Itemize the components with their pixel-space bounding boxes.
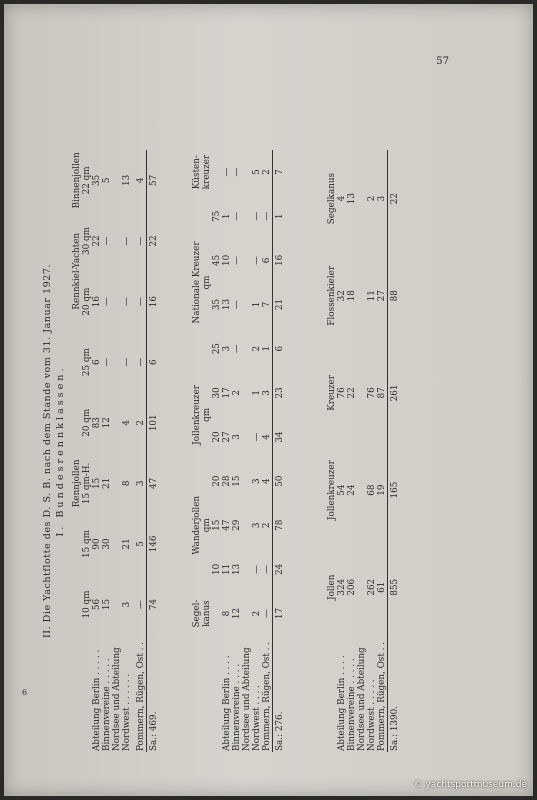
column-header: Jollenkreuzer bbox=[327, 460, 337, 520]
sum-row: Sa.: 1390. 855 165 261 88 22 bbox=[388, 150, 401, 752]
table-segelkanus-kreuzer: Segel- kanus Wanderjollen qm Jollenkreuzer qm Nationale Kreuzer qm Küsten- kreuzer 10 15 20 20 30 25 35 45 75 Abteilung Berlin . . . . 8 11 47 28 27 17 3 13 10 1 — Binnenvereine . . . . 12 13 29 15 3 2 — — — — — Nordsee und Abteilung Nordwest . . . . 2 — 3 3 — 1 2 1 — — 5 Pommern, Rügen, Ost . . — — 2 4 4 3 1 7 6 — 2 Sa.: 276. 17 24 78 50 34 23 6 21 16 1 7 bbox=[192, 150, 285, 752]
table-row: Pommern, Rügen, Ost . . 61 19 87 27 3 bbox=[377, 195, 387, 751]
column-header: Wanderjollen qm bbox=[192, 495, 212, 555]
column-header: Nationale Kreuzer qm bbox=[192, 241, 212, 324]
document-page bbox=[4, 4, 533, 796]
table-row: Binnenvereine . . . . 12 13 29 15 3 2 — — — — — bbox=[232, 167, 242, 751]
watermark-credit: © yachtsportmuseum.de bbox=[413, 780, 527, 790]
group-header: Rennjollen bbox=[72, 459, 82, 508]
document-title: II. Die Yachtflotte des D. S. B. nach dem Stande vom 31. Januar 1927. bbox=[42, 264, 53, 638]
group-header: Rennkiel-Yachten bbox=[72, 232, 82, 310]
table-row: Nordsee und Abteilung bbox=[242, 647, 252, 751]
column-header: 22 qm bbox=[82, 166, 92, 195]
sum-row: Sa.: 276. 17 24 78 50 34 23 6 21 16 1 7 bbox=[273, 150, 286, 752]
table-row: Binnenvereine . . . . . 206 24 22 18 13 bbox=[347, 193, 357, 751]
column-header: 15 qm-H. bbox=[82, 462, 92, 505]
column-header: 20 qm bbox=[82, 408, 92, 437]
column-header: 25 qm bbox=[82, 348, 92, 377]
column-header: Flossenkieler bbox=[327, 265, 337, 326]
document-subtitle: I. Bundesrennklassen. bbox=[55, 365, 66, 537]
table-row: Binnenvereine . . . . . 15 30 21 12 — — — 5 bbox=[102, 177, 112, 751]
column-header: Segelkanus bbox=[327, 172, 337, 225]
table-row: Pommern, Rügen, Ost . . — — 2 4 4 3 1 7 6 — 2 bbox=[262, 169, 272, 751]
rotated-content bbox=[42, 150, 424, 752]
table-row: Nordsee und Abteilung bbox=[112, 647, 122, 751]
column-header: Jollenkreuzer qm bbox=[192, 385, 212, 445]
sum-row: Sa.: 469. 74 146 47 101 6 16 22 57 bbox=[147, 150, 160, 752]
table-row: Nordwest . . . . . . 3 21 8 4 — — — 13 bbox=[122, 174, 132, 751]
page-marker: 6 bbox=[22, 688, 28, 697]
column-header: Jollen bbox=[327, 574, 337, 600]
column-header: Segel- kanus bbox=[192, 599, 212, 628]
table-rennklassen bbox=[72, 150, 159, 752]
column-header: 30 qm bbox=[82, 227, 92, 255]
table-gesamt bbox=[327, 150, 400, 752]
column-header: 20 qm bbox=[82, 287, 92, 316]
column-header: Küsten- kreuzer bbox=[192, 154, 212, 190]
table-row: Abteilung Berlin . . . . 324 54 76 32 4 bbox=[337, 195, 347, 751]
table-row: Nordwest . . . . . 262 68 76 11 2 bbox=[367, 195, 377, 751]
group-header: Binnenjollen bbox=[72, 152, 82, 209]
column-header: 10 qm bbox=[82, 590, 92, 619]
page-number: 57 bbox=[436, 56, 449, 67]
column-header: 15 qm bbox=[82, 529, 92, 558]
table-row: Abteilung Berlin . . . . . 56 90 15 83 6 16 22 35 bbox=[92, 174, 102, 751]
table-row: Abteilung Berlin . . . . 8 11 47 28 27 17 3 13 10 1 — bbox=[222, 167, 232, 751]
column-header: Kreuzer bbox=[327, 375, 337, 411]
table-row: Nordsee und Abteilung bbox=[357, 647, 367, 751]
table-row: Nordwest . . . . 2 — 3 3 — 1 2 1 — — 5 bbox=[252, 169, 262, 751]
table-row: Pommern, Rügen, Ost . . — 5 3 2 — — — 4 bbox=[136, 177, 146, 751]
